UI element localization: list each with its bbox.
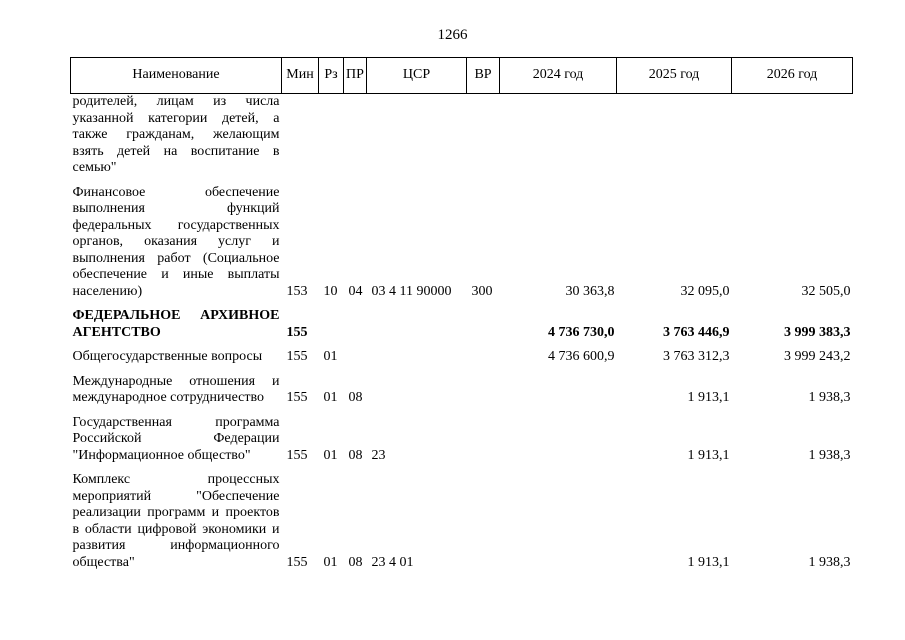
- row-min: 155: [286, 447, 308, 463]
- header-rz: Рз: [319, 58, 344, 94]
- row-pr: 08: [348, 390, 363, 405]
- row-2025: 1 913,1: [687, 390, 730, 405]
- table-row: [71, 366, 853, 407]
- row-2025: 3 763 446,9: [663, 324, 730, 340]
- row-2026: 3 999 243,2: [784, 349, 851, 364]
- table-row: [71, 464, 853, 571]
- row-csr: 23: [371, 447, 386, 463]
- row-name: Государственная программа Российской Федерации "Информационное общество": [72, 414, 280, 463]
- row-min: [282, 94, 319, 177]
- row-vr: 300: [471, 283, 493, 299]
- row-min: 155: [286, 554, 308, 570]
- row-rz: 01: [323, 349, 338, 364]
- row-csr: 03 4 11 90000: [371, 283, 452, 299]
- row-vr: [467, 94, 500, 177]
- row-2026: 1 938,3: [808, 554, 851, 570]
- row-2026: 32 505,0: [801, 283, 851, 299]
- row-2026: 3 999 383,3: [784, 324, 851, 340]
- row-2025: [617, 94, 732, 177]
- row-2024: [500, 464, 617, 571]
- row-pr: 04: [348, 283, 363, 299]
- header-vr: ВР: [467, 58, 500, 94]
- table-header: [71, 58, 853, 94]
- row-vr: [467, 407, 500, 465]
- table-row: [71, 341, 853, 366]
- table-row: [71, 300, 853, 341]
- row-pr: 08: [348, 554, 363, 570]
- row-2026: [732, 94, 853, 177]
- header-pr: ПР: [344, 58, 367, 94]
- row-pr: 08: [348, 447, 363, 463]
- row-2026: 1 938,3: [808, 447, 851, 463]
- row-pr: [344, 341, 367, 366]
- row-2025: 1 913,1: [687, 554, 730, 570]
- row-vr: [467, 300, 500, 341]
- row-2024: 4 736 600,9: [548, 349, 615, 364]
- row-min: 155: [286, 390, 308, 405]
- row-min: 153: [286, 283, 308, 299]
- row-2024: [500, 366, 617, 407]
- row-csr: [367, 366, 467, 407]
- row-rz: 10: [323, 283, 338, 299]
- row-csr: [367, 341, 467, 366]
- row-rz: 01: [323, 390, 338, 405]
- row-pr: [344, 300, 367, 341]
- row-vr: [467, 366, 500, 407]
- table-row: [71, 177, 853, 301]
- row-2025: 3 763 312,3: [663, 349, 730, 364]
- budget-table: [70, 57, 853, 571]
- row-2024: [500, 407, 617, 465]
- row-min: 155: [286, 349, 308, 364]
- row-vr: [467, 341, 500, 366]
- row-pr: [344, 94, 367, 177]
- row-csr: [367, 300, 467, 341]
- row-2024: [500, 94, 617, 177]
- row-name: Общегосударственные вопросы: [72, 349, 263, 364]
- row-csr: [367, 94, 467, 177]
- row-rz: [319, 300, 344, 341]
- table-row: [71, 94, 853, 177]
- page-number: 1266: [437, 27, 468, 43]
- header-min: Мин: [282, 58, 319, 94]
- row-2024: 30 363,8: [565, 283, 615, 299]
- header-name: Наименование: [71, 58, 282, 94]
- row-min: 155: [286, 324, 308, 340]
- row-2026: 1 938,3: [808, 390, 851, 405]
- row-name: ФЕДЕРАЛЬНОЕ АРХИВНОЕ АГЕНТСТВО: [72, 308, 280, 340]
- row-vr: [467, 464, 500, 571]
- row-rz: 01: [323, 554, 338, 570]
- table-row: [71, 407, 853, 465]
- row-name: родителей, лицам из числа указанной категории детей, а также гражданам, желающим взять детей на воспитание в семью": [72, 94, 280, 175]
- row-name: Финансовое обеспечение выполнения функций федеральных государственных органов, оказания услуг и выполнения работ (Социальное обеспечение и иные выплаты населению): [72, 184, 280, 299]
- row-name: Международные отношения и международное сотрудничество: [72, 373, 280, 405]
- row-rz: [319, 94, 344, 177]
- row-name: Комплекс процессных мероприятий "Обеспечение реализации программ и проектов в области цифровой экономики и развития информационного общества": [72, 472, 280, 570]
- row-rz: 01: [323, 447, 338, 463]
- header-2024: 2024 год: [500, 58, 617, 94]
- row-csr: 23 4 01: [371, 554, 414, 570]
- header-2025: 2025 год: [617, 58, 732, 94]
- row-2024: 4 736 730,0: [548, 324, 615, 340]
- row-2025: 1 913,1: [687, 447, 730, 463]
- header-2026: 2026 год: [732, 58, 853, 94]
- row-2025: 32 095,0: [680, 283, 730, 299]
- header-csr: ЦСР: [367, 58, 467, 94]
